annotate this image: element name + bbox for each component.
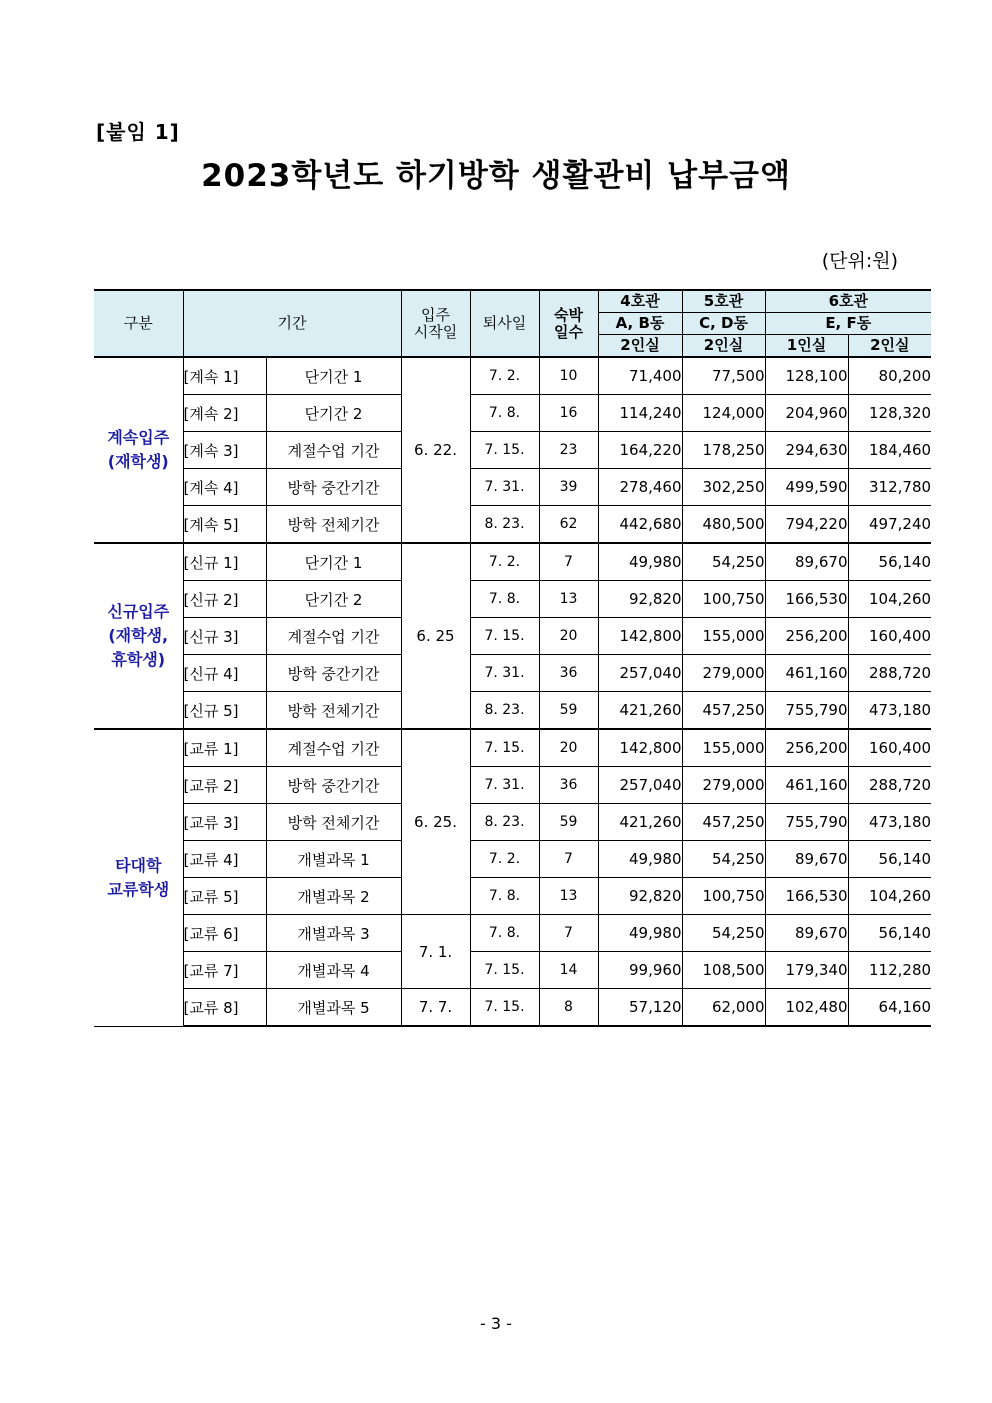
unit-label: (단위:원) [821,250,898,272]
fee-hall5: 54,250 [682,841,765,878]
row-code: [계속 2] [183,395,266,432]
nights: 14 [539,952,598,989]
row-period: 단기간 1 [266,357,401,395]
row-period: 개별과목 2 [266,878,401,915]
header-hall4-room: 2인실 [598,335,682,358]
category-line: 교류학생 [107,879,170,899]
leave-date: 7. 8. [470,395,539,432]
fee-hall4: 57,120 [598,989,682,1027]
header-period: 기간 [183,290,401,357]
category-new [94,543,183,729]
fee-hall6-double: 473,180 [848,804,931,841]
fee-hall6-single: 166,530 [765,581,848,618]
fee-hall5: 100,750 [682,581,765,618]
category-line: 계속입주 [107,428,170,447]
fee-hall6-double: 473,180 [848,692,931,730]
table-row [94,357,931,395]
row-code: [교류 5] [183,878,266,915]
fee-hall6-single: 89,670 [765,543,848,581]
row-period: 방학 전체기간 [266,804,401,841]
start-date: 7. 1. [401,915,470,989]
fee-hall6-single: 179,340 [765,952,848,989]
fee-hall5: 178,250 [682,432,765,469]
leave-date: 7. 15. [470,618,539,655]
fee-hall4: 442,680 [598,506,682,544]
page-number: - 3 - [480,1314,512,1333]
fee-hall6-double: 312,780 [848,469,931,506]
nights: 13 [539,878,598,915]
row-period: 단기간 2 [266,395,401,432]
row-period: 계절수업 기간 [266,432,401,469]
category-line: 타대학 [115,855,162,875]
fee-hall5: 54,250 [682,915,765,952]
nights: 23 [539,432,598,469]
fee-hall5: 155,000 [682,618,765,655]
table-row [94,841,931,878]
fee-hall6-single: 89,670 [765,841,848,878]
fee-hall4: 421,260 [598,692,682,730]
row-code: [신규 3] [183,618,266,655]
table-row [94,729,931,767]
header-start-date [401,290,470,357]
leave-date: 7. 31. [470,655,539,692]
row-period: 방학 중간기간 [266,469,401,506]
fee-hall6-double: 104,260 [848,878,931,915]
row-period: 개별과목 4 [266,952,401,989]
fee-hall6-double: 56,140 [848,841,931,878]
leave-date: 7. 31. [470,767,539,804]
row-code: [교류 4] [183,841,266,878]
header-hall4-building: A, B동 [598,313,682,335]
nights: 36 [539,767,598,804]
fee-hall4: 99,960 [598,952,682,989]
fee-hall5: 279,000 [682,655,765,692]
leave-date: 8. 23. [470,692,539,730]
fee-hall5: 54,250 [682,543,765,581]
row-period: 방학 전체기간 [266,506,401,544]
table-row [94,469,931,506]
table-row [94,915,931,952]
row-code: [신규 2] [183,581,266,618]
row-code: [계속 3] [183,432,266,469]
fee-hall4: 421,260 [598,804,682,841]
leave-date: 8. 23. [470,506,539,544]
start-date: 6. 25. [401,729,470,915]
nights: 8 [539,989,598,1027]
nights: 7 [539,915,598,952]
category-exchange [94,729,183,1026]
start-date: 6. 22. [401,357,470,543]
fee-hall5: 279,000 [682,767,765,804]
header-leave-date: 퇴사일 [470,290,539,357]
nights: 20 [539,729,598,767]
nights: 10 [539,357,598,395]
row-code: [교류 3] [183,804,266,841]
fee-hall4: 92,820 [598,581,682,618]
nights: 20 [539,618,598,655]
row-code: [교류 6] [183,915,266,952]
table-row [94,395,931,432]
fee-hall6-double: 128,320 [848,395,931,432]
category-line: (재학생, [108,626,169,645]
header-hall6-room-double: 2인실 [848,335,931,358]
fee-hall4: 49,980 [598,841,682,878]
fee-hall5: 108,500 [682,952,765,989]
fee-hall6-single: 89,670 [765,915,848,952]
fee-hall5: 155,000 [682,729,765,767]
fee-hall4: 257,040 [598,655,682,692]
fee-hall6-double: 160,400 [848,618,931,655]
category-line: 신규입주 [107,602,170,621]
fee-hall6-single: 166,530 [765,878,848,915]
row-period: 방학 전체기간 [266,692,401,730]
row-period: 단기간 2 [266,581,401,618]
fee-hall5: 77,500 [682,357,765,395]
fee-hall6-single: 461,160 [765,767,848,804]
row-code: [교류 2] [183,767,266,804]
fee-table [94,289,931,1027]
fee-hall6-double: 104,260 [848,581,931,618]
fee-hall6-double: 497,240 [848,506,931,544]
fee-hall6-single: 499,590 [765,469,848,506]
fee-hall5: 457,250 [682,692,765,730]
row-code: [교류 7] [183,952,266,989]
row-period: 방학 중간기간 [266,655,401,692]
row-code: [신규 1] [183,543,266,581]
nights: 7 [539,543,598,581]
row-code: [계속 4] [183,469,266,506]
fee-hall5: 457,250 [682,804,765,841]
row-code: [신규 4] [183,655,266,692]
header-hall5-building: C, D동 [682,313,765,335]
header-hall5-room: 2인실 [682,335,765,358]
fee-hall4: 164,220 [598,432,682,469]
leave-date: 7. 2. [470,543,539,581]
leave-date: 7. 31. [470,469,539,506]
leave-date: 8. 23. [470,804,539,841]
fee-hall6-double: 56,140 [848,915,931,952]
fee-hall4: 49,980 [598,915,682,952]
page-title: 2023학년도 하기방학 생활관비 납부금액 [201,158,791,194]
nights: 59 [539,804,598,841]
row-code: [신규 5] [183,692,266,730]
leave-date: 7. 8. [470,581,539,618]
fee-hall6-double: 56,140 [848,543,931,581]
fee-hall6-single: 204,960 [765,395,848,432]
row-code: [계속 5] [183,506,266,544]
table-row [94,506,931,544]
table-row [94,804,931,841]
nights: 62 [539,506,598,544]
fee-hall6-single: 256,200 [765,618,848,655]
category-line: 휴학생) [111,650,166,669]
attachment-label: [붙임 1] [96,120,180,144]
row-code: [교류 1] [183,729,266,767]
fee-hall6-double: 184,460 [848,432,931,469]
fee-hall6-double: 288,720 [848,655,931,692]
leave-date: 7. 15. [470,432,539,469]
leave-date: 7. 2. [470,357,539,395]
fee-hall6-double: 64,160 [848,989,931,1027]
header-hall6: 6호관 [765,290,931,313]
row-period: 방학 중간기간 [266,767,401,804]
fee-hall6-double: 80,200 [848,357,931,395]
fee-hall6-single: 794,220 [765,506,848,544]
fee-hall5: 302,250 [682,469,765,506]
header-start-date-line1: 입주 [421,305,450,324]
fee-table-body [94,357,931,1026]
row-code: [계속 1] [183,357,266,395]
fee-hall6-single: 755,790 [765,804,848,841]
header-nights-line1: 숙박 [554,305,583,324]
header-nights [539,290,598,357]
table-row [94,952,931,989]
table-row [94,767,931,804]
header-category: 구분 [94,290,183,357]
fee-hall6-double: 112,280 [848,952,931,989]
fee-hall4: 92,820 [598,878,682,915]
nights: 16 [539,395,598,432]
fee-hall5: 62,000 [682,989,765,1027]
fee-hall6-double: 160,400 [848,729,931,767]
row-code: [교류 8] [183,989,266,1027]
fee-hall4: 71,400 [598,357,682,395]
nights: 39 [539,469,598,506]
fee-hall6-single: 461,160 [765,655,848,692]
row-period: 개별과목 5 [266,989,401,1027]
fee-hall4: 278,460 [598,469,682,506]
fee-hall4: 114,240 [598,395,682,432]
fee-hall4: 142,800 [598,618,682,655]
row-period: 계절수업 기간 [266,729,401,767]
table-row [94,543,931,581]
leave-date: 7. 15. [470,952,539,989]
start-date: 6. 25 [401,543,470,729]
start-date: 7. 7. [401,989,470,1027]
nights: 7 [539,841,598,878]
nights: 36 [539,655,598,692]
fee-hall6-single: 256,200 [765,729,848,767]
table-row [94,655,931,692]
fee-hall4: 257,040 [598,767,682,804]
leave-date: 7. 8. [470,878,539,915]
header-hall6-building: E, F동 [765,313,931,335]
table-row [94,878,931,915]
row-period: 계절수업 기간 [266,618,401,655]
table-row [94,618,931,655]
fee-hall6-single: 102,480 [765,989,848,1027]
table-row [94,692,931,730]
header-hall4: 4호관 [598,290,682,313]
row-period: 개별과목 1 [266,841,401,878]
fee-hall5: 124,000 [682,395,765,432]
fee-hall6-single: 294,630 [765,432,848,469]
fee-hall6-double: 288,720 [848,767,931,804]
fee-hall4: 142,800 [598,729,682,767]
row-period: 개별과목 3 [266,915,401,952]
category-continuing [94,357,183,543]
fee-hall5: 480,500 [682,506,765,544]
fee-hall5: 100,750 [682,878,765,915]
nights: 13 [539,581,598,618]
category-line: (재학생) [107,452,169,471]
fee-hall6-single: 755,790 [765,692,848,730]
table-row [94,432,931,469]
table-row [94,989,931,1027]
nights: 59 [539,692,598,730]
header-start-date-line2: 시작일 [413,322,458,341]
row-period: 단기간 1 [266,543,401,581]
leave-date: 7. 2. [470,841,539,878]
table-row [94,581,931,618]
leave-date: 7. 15. [470,989,539,1027]
fee-hall6-single: 128,100 [765,357,848,395]
header-nights-line2: 일수 [554,322,583,341]
fee-hall4: 49,980 [598,543,682,581]
leave-date: 7. 15. [470,729,539,767]
leave-date: 7. 8. [470,915,539,952]
header-hall6-room-single: 1인실 [765,335,848,358]
header-hall5: 5호관 [682,290,765,313]
